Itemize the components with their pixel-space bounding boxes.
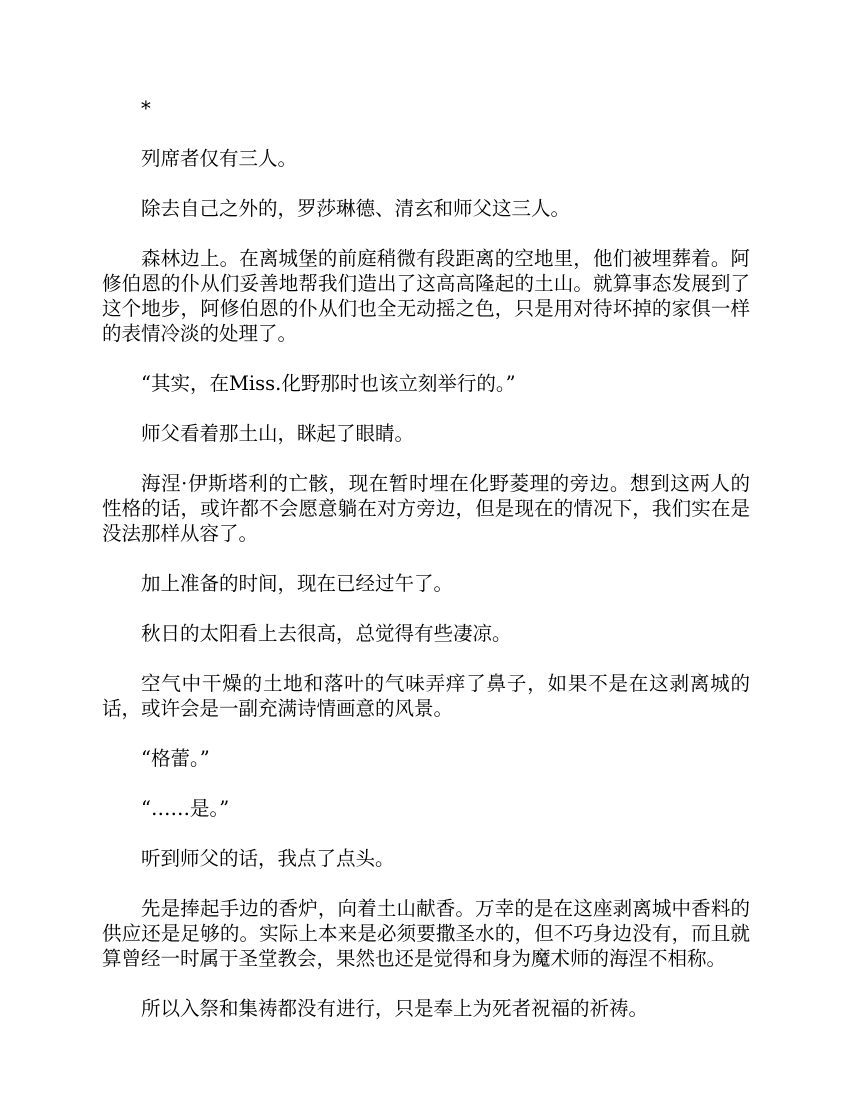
document-page	[102, 96, 750, 1046]
paragraph: 除去自己之外的，罗莎琳德、清玄和师父这三人。	[141, 197, 571, 220]
dialogue-paragraph: “格蕾。”	[141, 747, 210, 770]
dialogue-paragraph: “……是。”	[141, 797, 230, 820]
paragraph: 听到师父的话，我点了点头。	[141, 847, 395, 870]
paragraph: 空气中干燥的土地和落叶的气味弄痒了鼻子，如果不是在这剥离城的话，或许会是一副充满诗情画意的风景。	[102, 672, 750, 720]
paragraph: 秋日的太阳看上去很高，总觉得有些凄凉。	[141, 622, 512, 645]
paragraph: 师父看着那土山，眯起了眼睛。	[141, 422, 415, 445]
paragraph: 海涅·伊斯塔利的亡骸，现在暂时埋在化野菱理的旁边。想到这两人的性格的话，或许都不会愿意躺在对方旁边，但是现在的情况下，我们实在是没法那样从容了。	[102, 472, 750, 545]
paragraph: 所以入祭和集祷都没有进行，只是奉上为死者祝福的祈祷。	[141, 997, 649, 1020]
paragraph: 先是捧起手边的香炉，向着土山献香。万幸的是在这座剥离城中香料的供应还是足够的。实际上本来是必须要撒圣水的，但不巧身边没有，而且就算曾经一时属于圣堂教会，果然也还是觉得和身为魔术师的海涅不相称。	[102, 897, 750, 970]
paragraph: 列席者仅有三人。	[141, 147, 298, 170]
scene-break-marker: *	[141, 97, 151, 120]
paragraph: 加上准备的时间，现在已经过午了。	[141, 572, 454, 595]
dialogue-paragraph: “其实，在Miss.化野那时也该立刻举行的。”	[141, 372, 516, 395]
paragraph: 森林边上。在离城堡的前庭稍微有段距离的空地里，他们被埋葬着。阿修伯恩的仆从们妥善地帮我们造出了这高高隆起的土山。就算事态发展到了这个地步，阿修伯恩的仆从们也全无动摇之色，只是用对待坏掉的家俱一样的表情冷淡的处理了。	[102, 247, 750, 345]
